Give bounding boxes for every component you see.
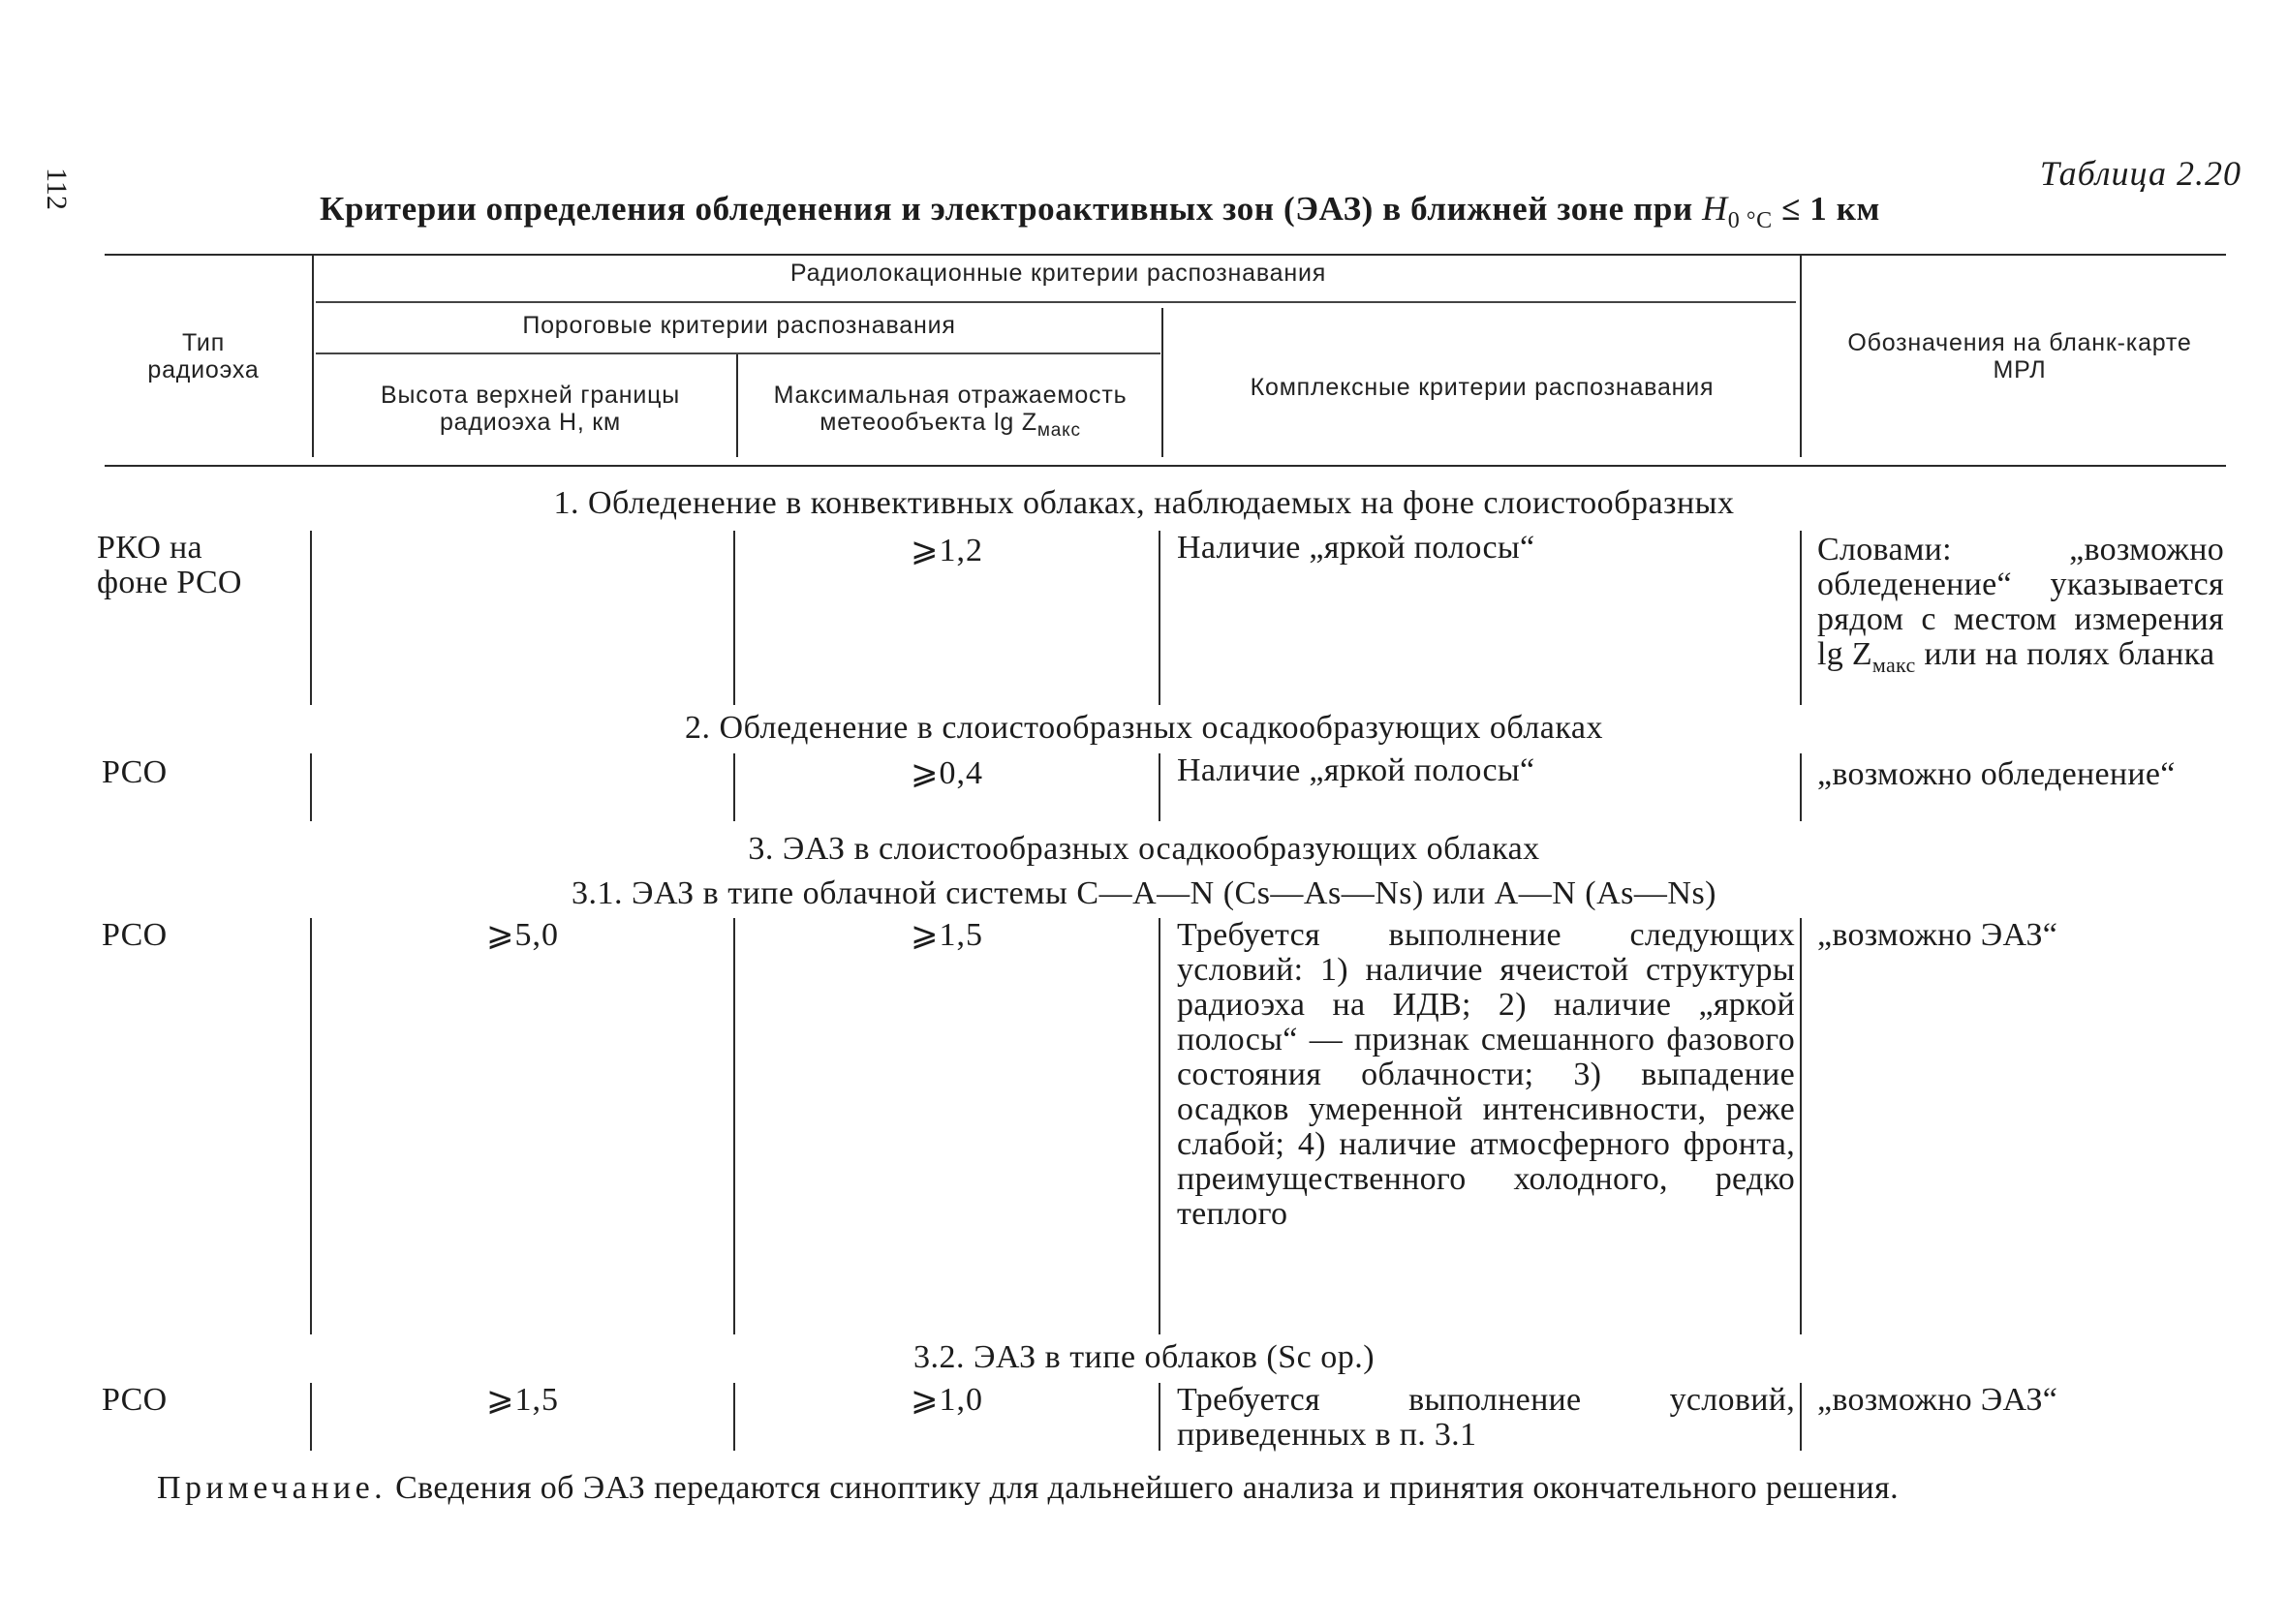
header-reflectivity [742, 382, 1159, 444]
row-1-divider-2 [733, 531, 735, 705]
row-2-divider-3 [1159, 753, 1160, 821]
page-number: 112 [41, 168, 73, 210]
row-3-1-divider-1 [310, 918, 312, 1334]
row-3-2-type: РСО [102, 1382, 168, 1418]
header-threshold-group: Пороговые критерии распознавания [522, 312, 956, 339]
row-3-2-divider-3 [1159, 1383, 1160, 1451]
row-3-2-reflect: ⩾1,0 [911, 1382, 983, 1418]
table-title [320, 188, 1880, 234]
row-1-divider-4 [1800, 531, 1802, 705]
subsection-title-3-2: 3.2. ЭАЗ в типе облаков (Sc op.) [912, 1339, 1376, 1375]
row-2-divider-4 [1800, 753, 1802, 821]
row-3-2-height: ⩾1,5 [486, 1382, 559, 1418]
section-title-2: 2. Обледенение в слоистообразных осадкообразующих облаках [685, 710, 1603, 746]
header-reflect-line2: метеообъекта lg Z [819, 409, 1037, 436]
title-variable: H [1702, 189, 1728, 228]
row-3-2-divider-4 [1800, 1383, 1802, 1451]
note-text: Сведения об ЭАЗ передаются синоптику для дальнейшего анализа и принятия окончательного решения. [395, 1470, 1900, 1506]
header-divider-2 [736, 354, 738, 457]
subsection-title-3-1: 3.1. ЭАЗ в типе облачной системы C—A—N (Cs—As—Ns) или A—N (As—Ns) [572, 875, 1716, 911]
row-3-1-reflect: ⩾1,5 [911, 917, 983, 953]
row-1-divider-3 [1159, 531, 1160, 705]
row-3-1-height: ⩾5,0 [486, 917, 559, 953]
row-3-2-complex: Требуется выполнение условий, приведенных в п. 3.1 [1177, 1382, 1795, 1453]
row-3-1-divider-4 [1800, 918, 1802, 1334]
header-reflect-line1: Максимальная отражаемость [773, 382, 1128, 409]
row-3-2-divider-2 [733, 1383, 735, 1451]
row-1-map-b: или на полях бланка [1915, 636, 2215, 672]
title-subscript: 0 °C [1727, 208, 1773, 233]
row-3-2-divider-1 [310, 1383, 312, 1451]
row-1-map [1817, 533, 2224, 683]
row-1-type: РКО на фоне РСО [97, 530, 242, 600]
row-3-1-complex: Требуется выполнение следующих условий: 1) наличие ячеистой структуры радиоэха на ИДВ; 2) наличие „яркой полосы“ — признак смешанного фазового состояния облачности; 3) выпадение осадков умеренной интенсивности, реже слабой; 4) наличие атмосферного фронта, преимущественного холодного, редко теплого [1177, 917, 1795, 1232]
header-height: Высота верхней границы радиоэха H, км [380, 382, 681, 436]
table-label: Таблица 2.20 [2039, 154, 2242, 193]
row-3-1-type: РСО [102, 917, 168, 953]
row-2-divider-2 [733, 753, 735, 821]
section-title-3: 3. ЭАЗ в слоистообразных осадкообразующих облаках [748, 831, 1540, 867]
radar-group-rule [316, 301, 1796, 303]
header-divider-3 [1161, 308, 1163, 457]
header-divider-4 [1800, 256, 1802, 457]
note-label: Примечание. [157, 1470, 387, 1506]
row-2-reflect: ⩾0,4 [911, 755, 983, 791]
title-tail: ≤ 1 км [1781, 190, 1880, 228]
row-2-complex: Наличие „яркой полосы“ [1177, 752, 1535, 788]
row-1-map-sub: макс [1871, 652, 1916, 677]
row-3-2-map: „возможно ЭАЗ“ [1817, 1382, 2058, 1418]
row-1-map-a: Словами: „возможно обледенение“ указывается рядом с местом измерения lg Z [1817, 532, 2224, 672]
header-reflect-sub: макс [1036, 420, 1081, 441]
header-type: Тип радиоэха [147, 329, 260, 383]
header-complex: Комплексные критерии распознавания [1250, 374, 1715, 401]
row-1-divider-1 [310, 531, 312, 705]
row-2-map: „возможно обледенение“ [1817, 756, 2176, 792]
row-2-type: РСО [102, 754, 168, 790]
title-main: Критерии определения обледенения и электроактивных зон (ЭАЗ) в ближней зоне при [320, 190, 1703, 228]
row-3-1-divider-3 [1159, 918, 1160, 1334]
header-bottom-rule [105, 465, 2226, 467]
row-1-reflect: ⩾1,2 [911, 533, 983, 568]
section-title-1: 1. Обледенение в конвективных облаках, наблюдаемых на фоне слоистообразных [553, 485, 1735, 521]
row-3-1-divider-2 [733, 918, 735, 1334]
row-2-divider-1 [310, 753, 312, 821]
table-note [157, 1470, 1899, 1507]
table-top-rule [105, 254, 2226, 256]
row-1-complex: Наличие „яркой полосы“ [1177, 530, 1535, 566]
threshold-group-rule [316, 352, 1160, 354]
header-radar-group: Радиолокационные критерии распознавания [789, 260, 1327, 287]
row-3-1-map: „возможно ЭАЗ“ [1817, 917, 2058, 953]
header-divider-1 [312, 256, 314, 457]
header-map: Обозначения на бланк-карте МРЛ [1847, 329, 2192, 383]
